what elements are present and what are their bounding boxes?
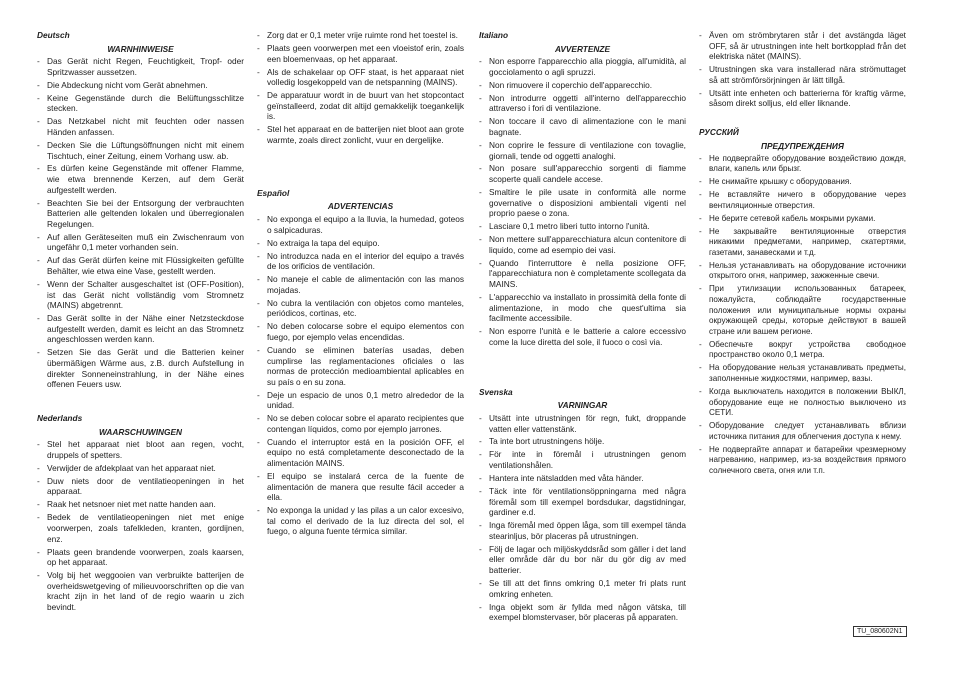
warning-item: - No introduzca nada en el interior del equipo a través de los orificios de ventilación. [257, 251, 464, 272]
warning-item: - Deje un espacio de unos 0,1 metro alrededor de la unidad. [257, 390, 464, 411]
warning-item: - No deben colocarse sobre el equipo elementos con fuego, por ejemplo velas encendidas. [257, 321, 464, 342]
warning-item: - Följ de lagar och miljöskyddsråd som gäller i det land eller område där du bor när du gör dig av med batterier. [479, 544, 686, 576]
warning-item: - No exponga el equipo a la lluvia, la humedad, goteos o salpicaduras. [257, 214, 464, 235]
warning-item: - На оборудование нельзя устанавливать предметы, заполненные жидкостями, например, вазы. [699, 363, 906, 384]
warnings-list-nl-part2 [257, 30, 464, 146]
warning-item: - Обеспечьте вокруг устройства свободное пространство около 0,1 метра. [699, 340, 906, 361]
warning-item: - Plaats geen voorwerpen met een vloeistof erin, zoals een bloemenvaas, op het apparaat. [257, 43, 464, 64]
warning-item: - Non toccare il cavo di alimentazione con le mani bagnate. [479, 116, 686, 137]
warning-item: - Även om strömbrytaren står i det avstängda läget OFF, så är utrustningen inte helt bortkopplad från det elektriska nätet (MAINS). [699, 30, 906, 62]
column-1 [37, 30, 244, 615]
section-sv [479, 387, 686, 623]
warning-item: - Нельзя устанавливать на оборудование источники открытого огня, например, зажженные свечи. [699, 261, 906, 282]
warning-item: - Когда выключатель находится в положении ВЫКЛ, оборудование еще не полностью выключено из СЕТИ. [699, 387, 906, 419]
spacer [37, 392, 244, 413]
warning-item: - Utsätt inte enheten och batterierna för kraftig värme, såsom direkt solljus, eld eller liknande. [699, 88, 906, 109]
warning-item: - Keine Gegenstände durch die Belüftungsschlitze stecken. [37, 93, 244, 114]
warning-item: - Cuando el interruptor está en la posición OFF, el equipo no está completamente desconectado de la alimentación MAINS. [257, 437, 464, 469]
language-title-ru: РУССКИЙ [699, 127, 739, 138]
warning-item: - No extraiga la tapa del equipo. [257, 238, 464, 249]
warning-item: - Не подвергайте оборудование воздействию дождя, влаги, капель или брызг. [699, 154, 906, 175]
warning-item: - Raak het netsnoer niet met natte handen aan. [37, 499, 244, 510]
column-4 [699, 30, 906, 479]
warning-item: - Das Gerät sollte in der Nähe einer Netzsteckdose aufgestellt werden, damit es leicht an das Stromnetz angeschlossen werden kann. [37, 313, 244, 345]
warning-item: - Zorg dat er 0,1 meter vrije ruimte rond het toestel is. [257, 30, 464, 41]
warning-item: - Es dürfen keine Gegenstände mit offener Flamme, wie etwa brennende Kerzen, auf dem Gerät aufgestellt werden. [37, 163, 244, 195]
warning-item: - No se deben colocar sobre el aparato recipientes que contengan líquidos, como por ejemplo jarrones. [257, 413, 464, 434]
heading-sv: VARNINGAR [557, 400, 608, 411]
warning-item: - Quando l'interruttore è nella posizione OFF, l'apparecchiatura non è completamente scollegata da MAINS. [479, 258, 686, 290]
document-code-label: TU_080602N1 [853, 626, 907, 637]
language-title-sv: Svenska [479, 386, 513, 397]
warning-item: - Hantera inte nätsladden med våta händer. [479, 473, 686, 484]
warning-item: - Lasciare 0,1 metro liberi tutto intorno l'unità. [479, 221, 686, 232]
warning-item: - Не закрывайте вентиляционные отверстия никакими предметами, например, скатертями, газетами, занавесками и т.д. [699, 227, 906, 259]
spacer [699, 111, 906, 127]
warning-item: - L'apparecchio va installato in prossimità della fonte di alimentazione, in modo che quest'ultima sia facilmente accessibile. [479, 292, 686, 324]
warnings-list-nl-part1 [37, 439, 244, 612]
warning-item: - Verwijder de afdekplaat van het apparaat niet. [37, 463, 244, 474]
warning-item: - No maneje el cable de alimentación con las manos mojadas. [257, 274, 464, 295]
heading-ru: ПРЕДУПРЕЖДЕНИЯ [761, 140, 844, 151]
warning-item: - Stel het apparaat en de batterijen niet bloot aan grote warmte, zoals direct zonlicht, vuur en dergelijke. [257, 124, 464, 145]
warning-item: - Volg bij het weggooien van verbruikte batterijen de overheidswetgeving of milieuvoorschriften op die van kracht zijn in het land of de regio waarin u zich bevindt. [37, 570, 244, 612]
warning-item: - Не снимайте крышку с оборудования. [699, 177, 906, 188]
warnings-list-de [37, 56, 244, 390]
warning-item: - Das Gerät nicht Regen, Feuchtigkeit, Tropf- oder Spritzwasser aussetzen. [37, 56, 244, 77]
warning-item: - Plaats geen brandende voorwerpen, zoals kaarsen, op het apparaat. [37, 547, 244, 568]
warning-item: - Non mettere sull'apparecchiatura alcun contenitore di liquido, come ad esempio dei vasi. [479, 234, 686, 255]
warning-item: - Auf das Gerät dürfen keine mit Flüssigkeiten gefüllte Behälter, wie etwa eine Vase, gestellt werden. [37, 255, 244, 276]
warning-item: - För inte in föremål i utrustningen genom ventilationshålen. [479, 449, 686, 470]
warning-item: - Cuando se eliminen baterías usadas, deben cumplirse las reglamentaciones oficiales o las normas de protección medioambiental aplicables en su país o en su zona. [257, 345, 464, 387]
spacer [257, 148, 464, 188]
warning-item: - Beachten Sie bei der Entsorgung der verbrauchten Batterien alle geltenden lokalen und überregionalen Regelungen. [37, 198, 244, 230]
warning-item: - Stel het apparaat niet bloot aan regen, vocht, druppels of spetters. [37, 439, 244, 460]
warning-item: - Se till att det finns omkring 0,1 meter fri plats runt omkring enheten. [479, 578, 686, 599]
warning-item: - Non esporre l'unità e le batterie a calore eccessivo come la luce diretta del sole, il fuoco o così via. [479, 326, 686, 347]
warning-item: - Smaltire le pile usate in conformità alle norme governative o disposizioni ambientali vigenti nel proprio paese o zona. [479, 187, 686, 219]
heading-nl: WAARSCHUWINGEN [99, 426, 182, 437]
warning-item: - Оборудование следует устанавливать вблизи источника питания для облегчения доступа к нему. [699, 421, 906, 442]
language-title-es: Español [257, 187, 290, 198]
warning-item: - Duw niets door de ventilatieopeningen in het apparaat. [37, 476, 244, 497]
warning-item: - Decken Sie die Lüftungsöffnungen nicht mit einem Tischtuch, einer Zeitung, einem Vorhang usw. ab. [37, 140, 244, 161]
warning-item: - Ta inte bort utrustningens hölje. [479, 436, 686, 447]
column-2 [257, 30, 464, 539]
warning-item: - Non introdurre oggetti all'interno dell'apparecchio attraverso i fori di ventilazione. [479, 93, 686, 114]
language-title-de: Deutsch [37, 30, 70, 40]
warning-item: - No exponga la unidad y las pilas a un calor excesivo, tal como el derivado de la luz directa del sol, el fuego, o alguna fuente térmica similar. [257, 505, 464, 537]
warnings-list-ru [699, 154, 906, 477]
warning-item: - Utrustningen ska vara installerad nära strömuttaget så att strömförsörjningen är lätt tillgå. [699, 64, 906, 85]
warning-item: - Auf allen Geräteseiten muß ein Zwischenraum von ungefähr 0,1 meter vorhanden sein. [37, 232, 244, 253]
heading-es: ADVERTENCIAS [327, 201, 394, 212]
warnings-list-sv-part2 [699, 30, 906, 109]
warning-item: - Не вставляйте ничего в оборудование через вентиляционные отверстия. [699, 190, 906, 211]
section-nl [37, 413, 244, 612]
section-es [257, 188, 464, 537]
warnings-list-sv-part1 [479, 413, 686, 623]
warnings-list-it [479, 56, 686, 347]
warning-item: - Не подвергайте аппарат и батарейки чрезмерному нагреванию, например, из-за воздействия прямого солнечного света, огня или т.п. [699, 445, 906, 477]
warning-item: - No cubra la ventilación con objetos como manteles, periódicos, cortinas, etc. [257, 298, 464, 319]
column-3 [479, 30, 686, 625]
section-it [479, 30, 686, 347]
warning-item: - Die Abdeckung nicht vom Gerät abnehmen. [37, 80, 244, 91]
warning-item: - Setzen Sie das Gerät und die Batterien keiner übermäßigen Wärme aus, z.B. durch Aufstellung in direkter Sonneneinstrahlung, in der Nähe eines offenen Feuers usw. [37, 347, 244, 389]
warning-item: - Täck inte för ventilationsöppningarna med några föremål som till exempel bordsdukar, dagstidningar, gardiner e.d. [479, 486, 686, 518]
warning-item: - De apparatuur wordt in de buurt van het stopcontact geïnstalleerd, zodat dit altijd gemakkelijk toegankelijk is. [257, 90, 464, 122]
warning-item: - Не берите сетевой кабель мокрыми руками. [699, 214, 906, 225]
warning-item: - El equipo se instalará cerca de la fuente de alimentación de manera que resulte fácil acceder a ella. [257, 471, 464, 503]
warning-item: - Inga objekt som är fyllda med någon vätska, till exempel blomstervaser, bör placeras på apparaten. [479, 602, 686, 623]
heading-de: WARNHINWEISE [107, 43, 174, 54]
warning-item: - Wenn der Schalter ausgeschaltet ist (OFF-Position), ist das Gerät nicht vollständig vom Stromnetz (MAINS) abgetrennt. [37, 279, 244, 311]
language-title-nl: Nederlands [37, 413, 83, 424]
warnings-list-es [257, 214, 464, 537]
warning-item: - Bedek de ventilatieopeningen niet met enige voorwerpen, zoals tafelkleden, kranten, gordijnen, enz. [37, 512, 244, 544]
section-de [37, 30, 244, 390]
warning-item: - Non posare sull'apparecchio sorgenti di fiamme scoperte quali candele accese. [479, 163, 686, 184]
section-ru [699, 127, 906, 476]
warning-item: - Non rimuovere il coperchio dell'apparecchio. [479, 80, 686, 91]
heading-it: AVVERTENZE [554, 43, 610, 54]
warning-item: - При утилизации использованных батареек, пожалуйста, соблюдайте государственные положения или муниципальные нормы охраны окружающей среды, которые действуют в вашей стране или вашем регионе. [699, 284, 906, 337]
language-title-it: Italiano [479, 30, 509, 40]
warning-item: - Das Netzkabel nicht mit feuchten oder nassen Händen anfassen. [37, 116, 244, 137]
warning-item: - Non coprire le fessure di ventilazione con tovaglie, giornali, tende od oggetti analoghi. [479, 140, 686, 161]
warning-item: - Non esporre l'apparecchio alla pioggia, all'umidità, al gocciolamento o agli spruzzi. [479, 56, 686, 77]
warning-item: - Inga föremål med öppen låga, som till exempel tända stearinljus, bör placeras på utrustningen. [479, 520, 686, 541]
warning-item: - Als de schakelaar op OFF staat, is het apparaat niet volledig losgekoppeld van de netspanning (MAINS). [257, 67, 464, 88]
warning-item: - Utsätt inte utrustningen för regn, fukt, droppande vatten eller vattenstänk. [479, 413, 686, 434]
spacer [479, 350, 686, 387]
